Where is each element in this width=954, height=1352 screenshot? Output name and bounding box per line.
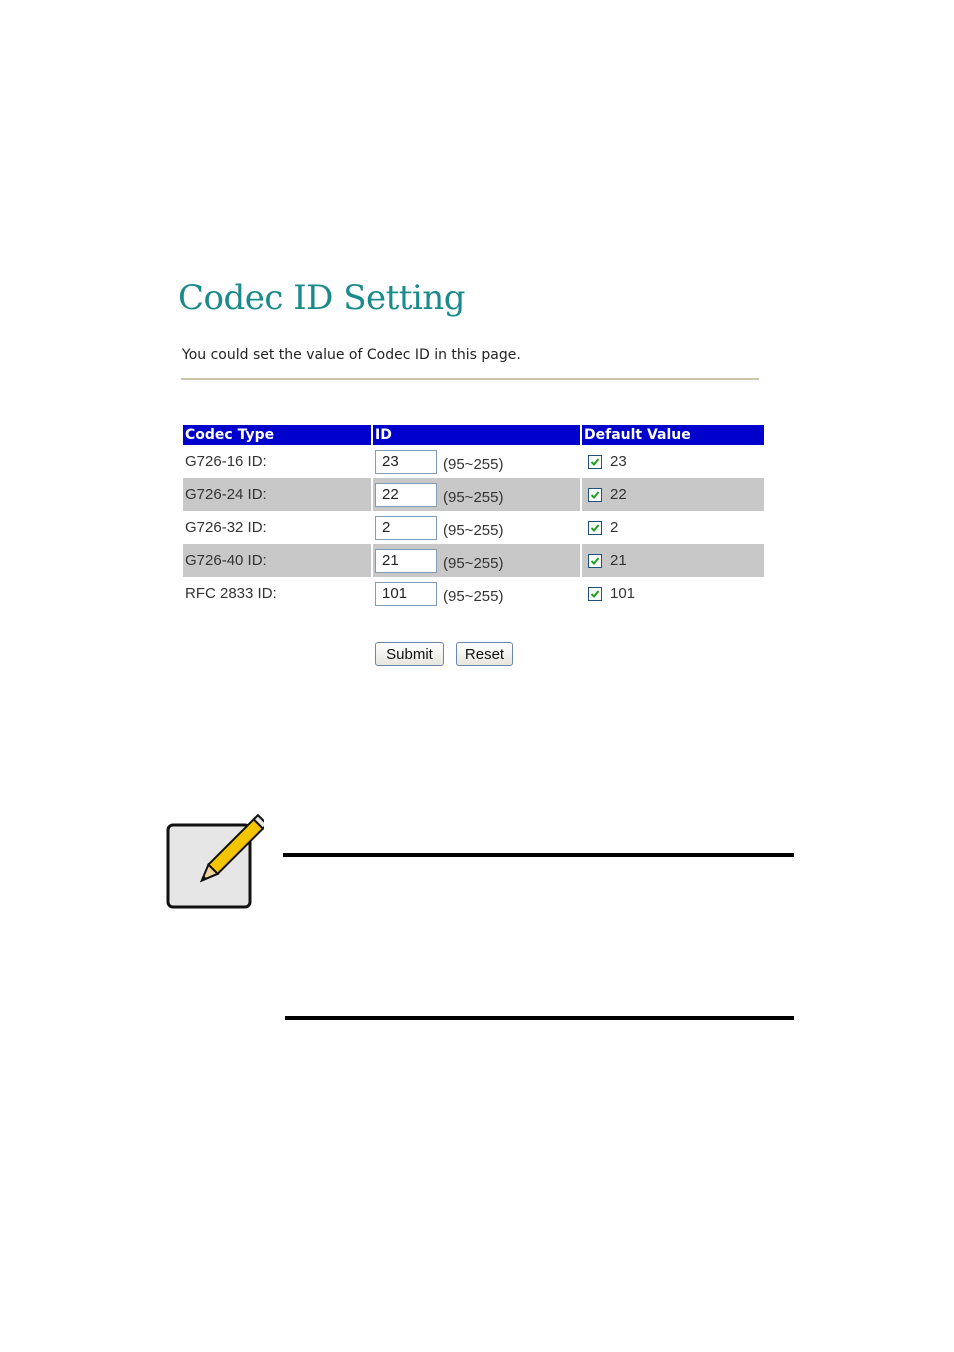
page-title: Codec ID Setting <box>178 278 465 318</box>
default-value: 23 <box>610 453 627 470</box>
pencil-note-icon <box>164 814 264 912</box>
range-hint: (95~255) <box>443 522 504 539</box>
table-header-row <box>183 425 764 445</box>
id-input-g726-16[interactable] <box>375 450 437 474</box>
table-row <box>183 511 764 544</box>
row-label: G726-16 ID: <box>183 445 373 478</box>
default-checkbox[interactable] <box>588 455 602 469</box>
table-row <box>183 478 764 511</box>
range-hint: (95~255) <box>443 456 504 473</box>
header-codec-type: Codec Type <box>183 425 373 445</box>
row-label: RFC 2833 ID: <box>183 577 373 610</box>
table-row <box>183 445 764 478</box>
range-hint: (95~255) <box>443 555 504 572</box>
default-checkbox[interactable] <box>588 554 602 568</box>
default-value: 2 <box>610 519 619 536</box>
check-icon <box>590 490 600 500</box>
id-input-g726-40[interactable] <box>375 549 437 573</box>
default-checkbox[interactable] <box>588 488 602 502</box>
id-input-g726-24[interactable] <box>375 483 437 507</box>
row-label: G726-24 ID: <box>183 478 373 511</box>
default-checkbox[interactable] <box>588 521 602 535</box>
range-hint: (95~255) <box>443 588 504 605</box>
id-input-g726-32[interactable] <box>375 516 437 540</box>
page-description: You could set the value of Codec ID in this page. <box>182 347 521 363</box>
check-icon <box>590 523 600 533</box>
header-id: ID <box>373 425 582 445</box>
range-hint: (95~255) <box>443 489 504 506</box>
default-value: 21 <box>610 552 627 569</box>
table-row <box>183 577 764 610</box>
default-checkbox[interactable] <box>588 587 602 601</box>
check-icon <box>590 589 600 599</box>
id-input-rfc-2833[interactable] <box>375 582 437 606</box>
default-value: 22 <box>610 486 627 503</box>
codec-id-table <box>183 425 764 610</box>
submit-button[interactable]: Submit <box>375 642 444 666</box>
check-icon <box>590 457 600 467</box>
row-label: G726-40 ID: <box>183 544 373 577</box>
reset-button[interactable]: Reset <box>456 642 513 666</box>
table-row <box>183 544 764 577</box>
header-default-value: Default Value <box>582 425 764 445</box>
row-label: G726-32 ID: <box>183 511 373 544</box>
note-top-rule <box>283 853 794 857</box>
check-icon <box>590 556 600 566</box>
divider <box>181 378 759 380</box>
default-value: 101 <box>610 585 636 602</box>
note-bottom-rule <box>285 1016 794 1020</box>
